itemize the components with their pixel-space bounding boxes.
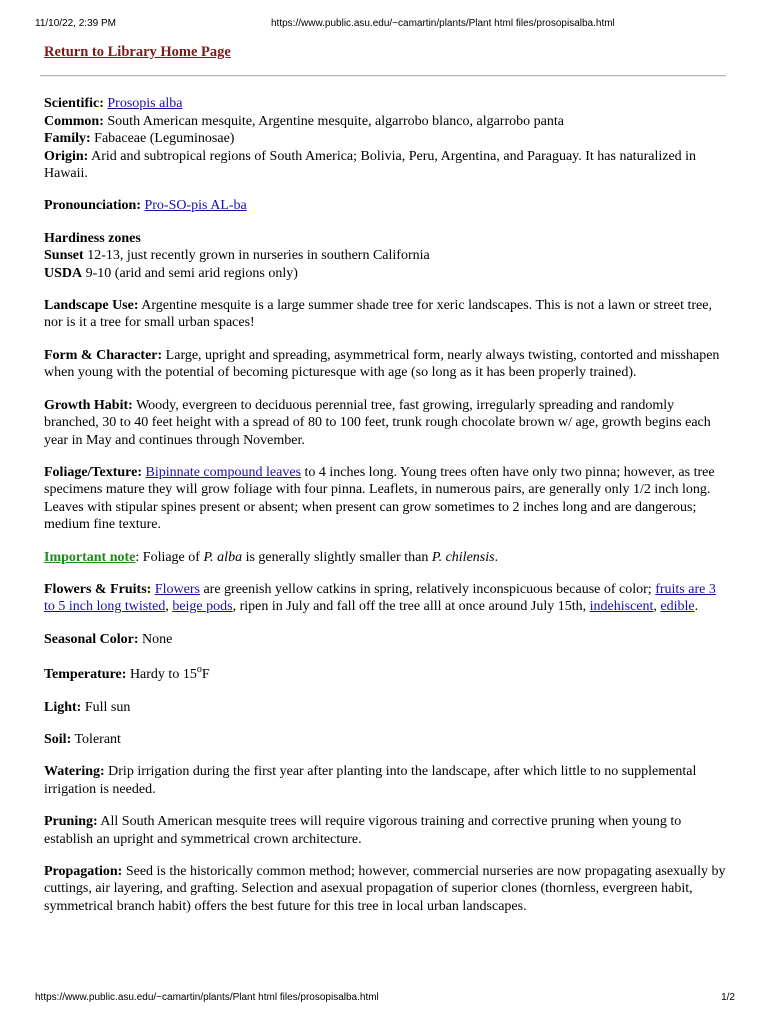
- common-text: South American mesquite, Argentine mesquite, algarrobo blanco, algarrobo panta: [107, 113, 564, 129]
- pruning-text: All South American mesquite trees will require vigorous training and corrective pruning when young to establish an upright and symmetrical crown architecture.: [44, 814, 682, 847]
- foliage-label: Foliage/Texture:: [44, 464, 142, 480]
- important-note-text-1: : Foliage of: [135, 549, 204, 565]
- propagation-para: [44, 863, 726, 915]
- light-text: Full sun: [84, 699, 131, 715]
- origin-label: Origin:: [44, 148, 89, 164]
- landscape-use-text: Argentine mesquite is a large summer shade tree for xeric landscapes. This is not a lawn or street tree, nor is it a tree for small urban spaces!: [44, 298, 712, 331]
- watering-text: Drip irrigation during the first year after planting into the landscape, after which little to no supplemental irrigation is needed.: [44, 764, 697, 797]
- scientific-label: Scientific:: [44, 96, 104, 112]
- family-text: Fabaceae (Leguminosae): [94, 131, 235, 147]
- usda-line: [44, 265, 726, 282]
- flowers-text-1: are greenish yellow catkins in spring, relatively inconspicuous because of color;: [199, 581, 656, 597]
- important-note-text-3: .: [494, 549, 499, 565]
- usda-text: 9-10 (arid and semi arid regions only): [85, 265, 298, 281]
- propagation-label: Propagation:: [44, 864, 123, 879]
- bipinnate-leaves-link[interactable]: Bipinnate compound leaves: [145, 464, 302, 480]
- flowers-text-3: .: [694, 599, 699, 615]
- important-note-text-2: is generally slightly smaller than: [242, 549, 432, 565]
- scientific-line: [44, 95, 726, 112]
- pronunciation-line: [44, 197, 726, 214]
- edible-link[interactable]: edible: [660, 599, 695, 615]
- flowers-sep-1: ,: [165, 599, 173, 615]
- pronunciation-label: Pronounciation:: [44, 198, 141, 214]
- indehiscent-link[interactable]: indehiscent: [589, 599, 654, 615]
- foliage-para: [44, 464, 726, 534]
- important-note-italic-2: P. chilensis: [431, 549, 495, 565]
- propagation-text: Seed is the historically common method; however, commercial nurseries are now propagating asexually by cuttings, air layering, and grafting. Selection and asexual propagation of superior clones (thornless, evergreen habit, symmetrical branch habit) offers the best future for this tree in local urban landscapes.: [44, 864, 726, 914]
- sunset-label: Sunset: [44, 248, 84, 264]
- form-character-label: Form & Character:: [44, 347, 163, 363]
- family-line: [44, 130, 726, 147]
- important-note-para: [44, 549, 726, 566]
- temperature-line: [44, 663, 726, 683]
- print-footer: [0, 992, 768, 1006]
- foliage-text: to 4 inches long. Young trees often have only two pinna; however, as tree specimens mature they will grow foliage with four pinna. Leaflets, in numerous pairs, are generally only 1/2 inch long. Leaves with stipular spines present or absent; when present can grow sometimes to 2 inches long and are dangerous; medium fine texture.: [44, 464, 715, 533]
- flowers-sep-2: ,: [653, 599, 661, 615]
- beige-pods-link[interactable]: beige pods: [172, 599, 233, 615]
- flowers-fruits-label: Flowers & Fruits:: [44, 581, 152, 597]
- light-label: Light:: [44, 699, 82, 715]
- divider: [40, 75, 726, 77]
- sunset-line: [44, 247, 726, 264]
- landscape-use-para: [44, 297, 726, 332]
- light-line: [44, 699, 726, 716]
- origin-text: Arid and subtropical regions of South America; Bolivia, Peru, Argentina, and Paraguay. It has naturalized in Hawaii.: [44, 148, 697, 182]
- flowers-text-2: , ripen in July and fall off the tree alll at once around July 15th,: [232, 599, 590, 615]
- form-character-para: [44, 347, 726, 382]
- usda-label: USDA: [44, 265, 83, 281]
- growth-habit-text: Woody, evergreen to deciduous perennial tree, fast growing, irregularly spreading and randomly branched, 30 to 40 feet height with a spread of 80 to 100 feet, trunk rough chocolate brown w/ age, growth begins each year in May and continues through November.: [44, 397, 711, 448]
- flowers-link[interactable]: Flowers: [154, 581, 200, 597]
- soil-text: Tolerant: [74, 731, 121, 747]
- important-note-italic-1: P. alba: [203, 549, 243, 565]
- temperature-degree: o: [196, 663, 202, 675]
- growth-habit-para: [44, 397, 726, 449]
- watering-label: Watering:: [44, 764, 105, 780]
- seasonal-color-line: [44, 631, 726, 648]
- page-number: 1/2: [721, 992, 735, 1003]
- hardiness-heading: [44, 230, 726, 247]
- common-line: [44, 113, 726, 130]
- pruning-label: Pruning:: [44, 814, 98, 830]
- temperature-label: Temperature:: [44, 667, 127, 683]
- return-home-link[interactable]: Return to Library Home Page: [44, 44, 231, 60]
- seasonal-color-text: None: [142, 631, 173, 647]
- footer-url: https://www.public.asu.edu/~camartin/plants/Plant html files/prosopisalba.html: [35, 992, 379, 1003]
- pronunciation-link[interactable]: Pro-SO-pis AL-ba: [144, 198, 247, 214]
- print-header: [0, 18, 768, 32]
- landscape-use-label: Landscape Use:: [44, 298, 139, 314]
- important-note-link[interactable]: Important note: [44, 549, 136, 565]
- fruits-link[interactable]: fruits are 3 to 5 inch long twisted: [44, 581, 716, 615]
- family-label: Family:: [44, 131, 91, 147]
- page-content: [44, 44, 726, 915]
- origin-line: [44, 148, 726, 183]
- temperature-unit: F: [201, 667, 210, 683]
- seasonal-color-label: Seasonal Color:: [44, 631, 139, 647]
- scientific-name-link[interactable]: Prosopis alba: [107, 96, 183, 112]
- print-url: https://www.public.asu.edu/~camartin/plants/Plant html files/prosopisalba.html: [271, 18, 615, 29]
- hardiness-heading-text: Hardiness zones: [44, 230, 141, 246]
- pruning-para: [44, 813, 726, 848]
- common-label: Common:: [44, 113, 104, 129]
- growth-habit-label: Growth Habit:: [44, 397, 133, 413]
- temperature-text: Hardy to 15: [129, 667, 197, 683]
- soil-line: [44, 731, 726, 748]
- form-character-text: Large, upright and spreading, asymmetrical form, nearly always twisting, contorted and misshapen when young with the potential of becoming picturesque with age (so long as it has been properly trained).: [44, 347, 720, 381]
- soil-label: Soil:: [44, 731, 72, 747]
- sunset-text: 12-13, just recently grown in nurseries in southern California: [87, 248, 430, 264]
- print-datetime: 11/10/22, 2:39 PM: [35, 18, 116, 29]
- flowers-fruits-para: [44, 581, 726, 616]
- watering-para: [44, 763, 726, 798]
